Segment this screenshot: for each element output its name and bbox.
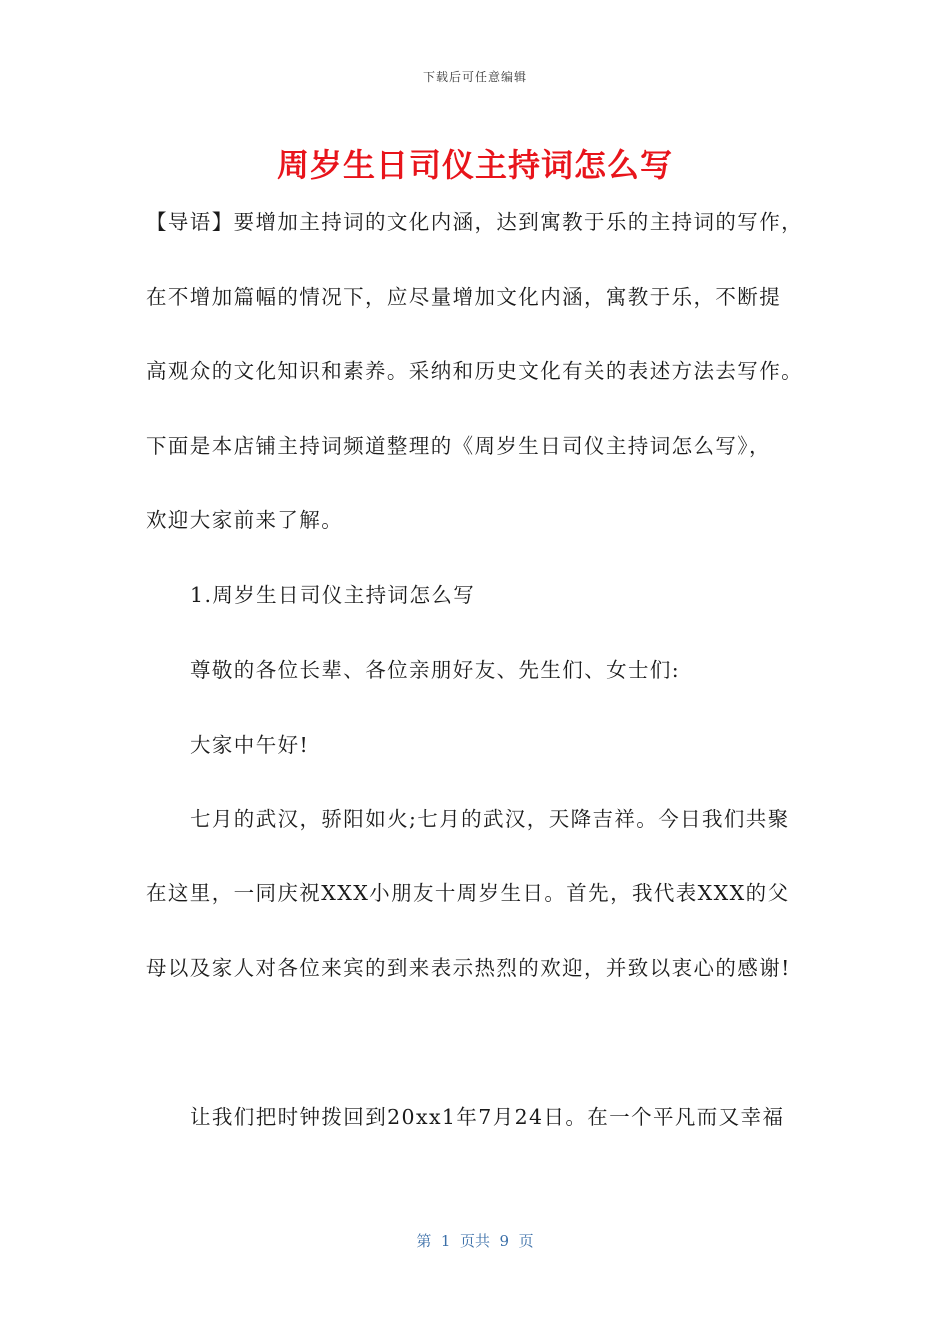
paragraph-line: 让我们把时钟拨回到20xx1年7月24日。在一个平凡而又幸福 xyxy=(190,1105,785,1129)
paragraph-line: 七月的武汉，骄阳如火;七月的武汉，天降吉祥。今日我们共聚 xyxy=(190,807,790,831)
section-heading: 1.周岁生日司仪主持词怎么写 xyxy=(190,583,476,607)
paragraph-line: 欢迎大家前来了解。 xyxy=(146,508,344,532)
document-title: 周岁生日司仪主持词怎么写 xyxy=(276,146,673,184)
paragraph-line: 在不增加篇幅的情况下，应尽量增加文化内涵，寓教于乐，不断提 xyxy=(146,285,782,309)
paragraph-line: 高观众的文化知识和素养。采纳和历史文化有关的表述方法去写作。 xyxy=(146,359,803,383)
paragraph-line: 【导语】要增加主持词的文化内涵，达到寓教于乐的主持词的写作， xyxy=(146,210,803,234)
header-note: 下载后可任意编辑 xyxy=(422,70,527,84)
page-number: 第 1 页共 9 页 xyxy=(416,1232,534,1250)
paragraph-line: 在这里，一同庆祝XXX小朋友十周岁生日。首先，我代表XXX的父 xyxy=(146,881,790,905)
greeting-line: 大家中午好! xyxy=(190,733,310,757)
paragraph-line: 母以及家人对各位来宾的到来表示热烈的欢迎，并致以衷心的感谢! xyxy=(146,956,791,980)
salutation-line: 尊敬的各位长辈、各位亲朋好友、先生们、女士们: xyxy=(190,658,681,682)
paragraph-line: 下面是本店铺主持词频道整理的《周岁生日司仪主持词怎么写》， xyxy=(146,434,771,458)
